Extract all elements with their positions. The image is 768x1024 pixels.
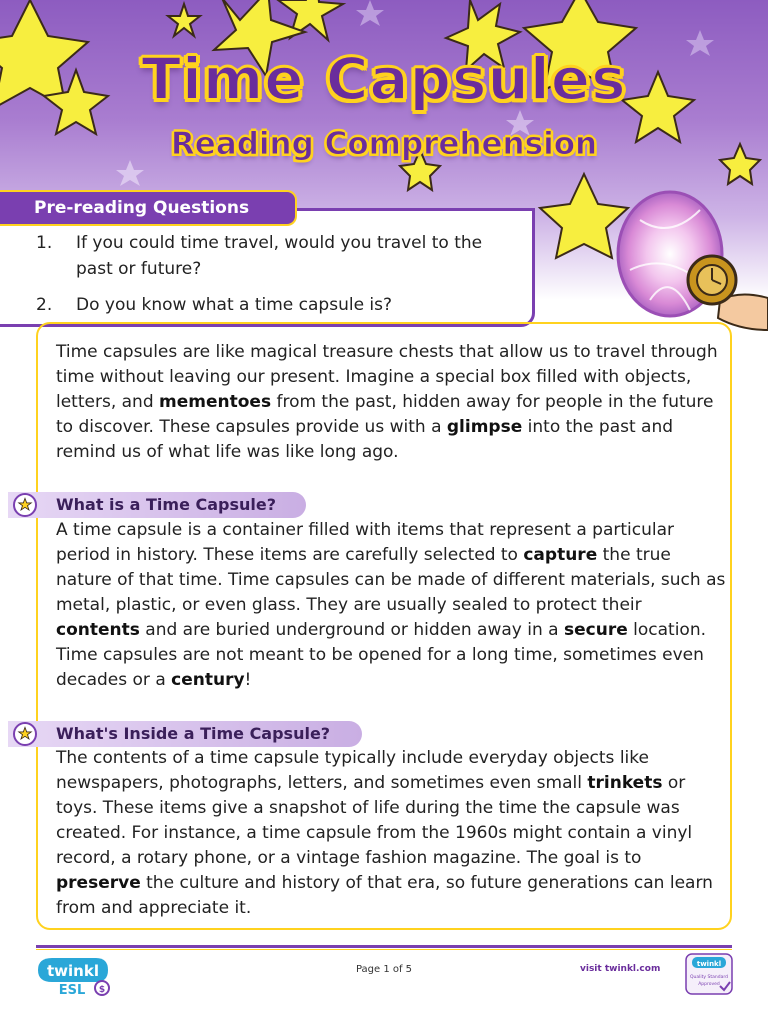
footer-divider-accent [36,949,732,950]
text-run: Time capsules are like magical treasure chests that allow us to travel through time without leaving our present. Imagine a special box filled with objects, letters, and [56,342,718,412]
vocab-word: trinkets [587,773,663,793]
badge-brand: twinkl [696,960,722,968]
section-paragraph [56,518,726,693]
text-run: and are buried underground or hidden away in a [139,620,564,640]
question-item [36,230,516,282]
section-title: What is a Time Capsule? [56,495,277,514]
dollar-icon: $ [98,985,106,995]
vocab-word: secure [563,620,628,640]
quality-badge [684,952,734,996]
page-number: Page 1 of 5 [355,964,413,975]
vocab-word: mementoes [159,392,272,412]
question-number: 1. [36,233,53,253]
section-title: What's Inside a Time Capsule? [56,724,331,743]
logo-sub: ESL [58,983,86,998]
question-item [36,292,516,318]
footer-divider [36,945,732,948]
section-heading [8,721,362,747]
text-run: The contents of a time capsule typically include everyday objects like newspapers, photographs, letters, and sometimes even small [56,748,649,793]
page-subtitle: Reading Comprehension [170,126,598,162]
text-run: or toys. These items give a snapshot of life during the time the capsule was created. For instance, a time capsule from the 1960s might contain a vinyl record, a rotary phone, or a vintage fashion magazine. The goal is to [56,773,693,868]
text-run: from the past, hidden away for people in the future to discover. These capsules provide us with a [56,392,714,437]
text-run: A time capsule is a container filled with items that represent a particular period in history. These items are carefully selected to [56,520,675,565]
section-heading [8,492,306,518]
page-title: Time Capsules [141,45,627,113]
question-text: If you could time travel, would you travel to the past or future? [76,233,483,279]
pre-reading-label: Pre-reading Questions [0,190,297,226]
logo-brand: twinkl [47,962,99,980]
text-run: the true nature of that time. Time capsules can be made of different materials, such as metal, plastic, or even glass. They are usually sealed to protect their [56,545,726,615]
badge-text: Approved [698,982,720,987]
question-number: 2. [36,295,53,315]
text-run: the culture and history of that era, so future generations can learn from and appreciate it. [56,873,713,918]
vocab-word: contents [56,620,140,640]
vocab-word: capture [523,545,598,565]
time-portal-illustration [600,180,768,340]
intro-paragraph [56,340,726,465]
question-text: Do you know what a time capsule is? [76,295,393,315]
star-icon [13,722,37,746]
text-run: ! [244,670,252,690]
section-paragraph [56,746,726,921]
visit-link[interactable]: visit twinkl.com [580,964,661,974]
vocab-word: century [171,670,245,690]
twinkl-esl-logo[interactable] [34,952,116,998]
text-run: into the past and remind us of what life was like long ago. [56,417,674,462]
text-run: location. Time capsules are not meant to be opened for a long time, sometimes even decades or a [56,620,706,690]
star-icon [13,493,37,517]
vocab-word: glimpse [446,417,523,437]
vocab-word: preserve [56,873,141,893]
badge-text: Quality Standard [690,975,728,980]
